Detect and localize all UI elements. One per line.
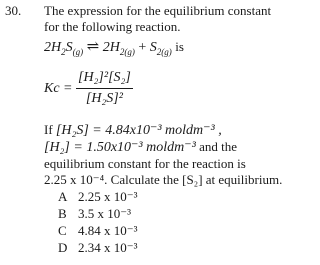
given-h2s-value: [H₂S] = 4.84x10⁻³ moldm⁻³ ,: [55, 123, 222, 138]
body-line-1: equilibrium constant for the reaction is: [44, 156, 246, 171]
plus-sign: +: [138, 40, 147, 55]
option-b-letter: B: [58, 206, 67, 221]
reactant-s: S: [65, 40, 73, 55]
option-d-letter: D: [58, 240, 68, 255]
option-a-letter: A: [58, 189, 68, 204]
reactant-h: H: [51, 40, 62, 55]
kc-label: Kc =: [44, 81, 73, 96]
option-c-letter: C: [58, 223, 67, 238]
kc-denominator: [H₂S]²: [85, 91, 123, 106]
option-c-text: 4.84 x 10⁻³: [78, 223, 138, 238]
reactant-h-subscript: 2: [61, 46, 66, 57]
product1-subscript: 2(g): [119, 46, 135, 57]
product2-s: S: [149, 40, 157, 55]
question-number: 30.: [5, 3, 22, 18]
body-line-2: 2.25 x 10⁻⁴. Calculate the [S₂] at equilibrium.: [44, 172, 283, 187]
given-h2s-line: [44, 122, 222, 138]
option-d-text: 2.34 x 10⁻³: [78, 240, 138, 255]
reaction-equation: [44, 39, 184, 55]
kc-expression: [44, 68, 133, 109]
option-a-text: 2.25 x 10⁻³: [78, 189, 138, 204]
equation-trailing-text: is: [175, 39, 184, 54]
intro-line-1: The expression for the equilibrium constant: [44, 3, 272, 18]
option-d[interactable]: [58, 240, 138, 255]
given-h2-suffix: and the: [199, 139, 237, 154]
given-h2s-prefix: If: [44, 122, 53, 137]
option-b[interactable]: [58, 206, 131, 221]
option-b-text: 3.5 x 10⁻³: [78, 206, 132, 221]
product2-subscript: 2(g): [156, 46, 172, 57]
equilibrium-arrow: ⇌: [86, 39, 100, 55]
option-a[interactable]: [58, 189, 138, 204]
given-h2-value: [H₂] = 1.50x10⁻³ moldm⁻³: [44, 140, 196, 155]
given-h2-line: [44, 139, 237, 155]
option-c[interactable]: [58, 223, 138, 238]
product1-h: H: [109, 40, 120, 55]
intro-line-2: for the following reaction.: [44, 19, 181, 34]
kc-numerator: [H₂]²[S₂]: [76, 68, 133, 89]
reactant-state: (g): [72, 46, 84, 57]
kc-fraction: [76, 68, 133, 109]
reactant-coefficient: 2: [44, 40, 51, 55]
product1-coefficient: 2: [102, 40, 110, 55]
